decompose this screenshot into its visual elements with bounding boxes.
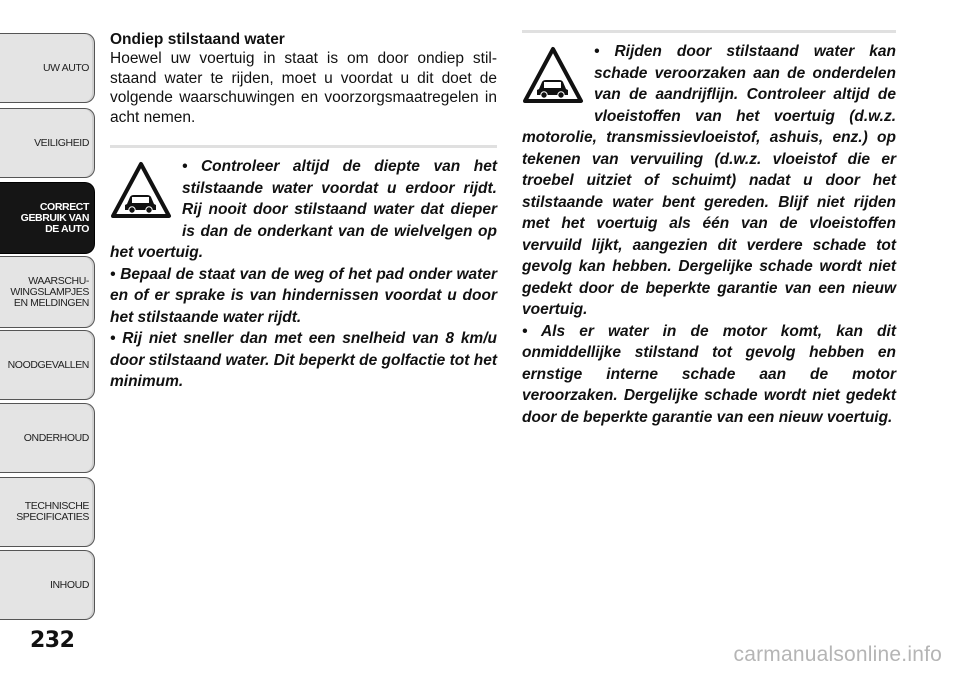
warning-item: • Rijden door stilstaand water kan schade veroorzaken aan de onderdelen van de aandrijflijn. Controleer altijd de vloeistoffen van het voertuig (d.w.z. motorolie, transmissievloeistof, ashuis, enz.) op tekenen van vervuiling (d.w.z. vloeistof die er troebel uitziet of schuimt) nadat u door het stilstaande water bent gereden. Blijf niet rijden met het voertuig als één van de vloeistoffen vervuild lijkt, aangezien dit verdere schade tot gevolg kan hebben. Dergelijke schade wordt niet gedekt door de beperkte garantie van een nieuw voertuig. [522,43,896,318]
right-column [522,30,896,428]
warning-box-right [522,30,896,428]
tab-noodgevallen[interactable]: NOODGEVALLEN [0,330,95,400]
tab-inhoud[interactable]: INHOUD [0,550,95,620]
warning-triangle-car-icon [110,160,172,220]
tab-onderhoud[interactable]: ONDERHOUD [0,403,95,473]
intro-paragraph: Hoewel uw voertuig in staat is om door ondiep stil-staand water te rijden, moet u voordat u dit doet de volgende waarschuwingen en voorzorgsmaatregelen in acht nemen. [110,50,497,126]
tab-waarschuwingslampjes[interactable]: WAARSCHU- WINGSLAMPJES EN MELDINGEN [0,256,95,328]
left-column [110,30,497,393]
tab-veiligheid[interactable]: VEILIGHEID [0,108,95,178]
warning-item: • Rij niet sneller dan met een snelheid van 8 km/u door stilstaand water. Dit beperkt de golfactie tot het minimum. [110,330,497,390]
page-number: 232 [30,628,75,653]
tab-correct-gebruik[interactable]: CORRECT GEBRUIK VAN DE AUTO [0,182,95,254]
tab-technische-specificaties[interactable]: TECHNISCHE SPECIFICATIES [0,477,95,547]
warning-triangle-car-icon [522,45,584,105]
warning-item: • Als er water in de motor komt, kan dit onmiddellijke stilstand tot gevolg hebben en ernstige interne schade aan de motor veroorzaken. Dergelijke schade wordt niet gedekt door de beperkte garantie van een nieuw voertuig. [522,322,896,426]
warning-box-left [110,145,497,393]
warning-item: • Bepaal de staat van de weg of het pad onder water en of er sprake is van hindernissen voordat u door het stilstaande water rijdt. [110,265,497,326]
tab-uw-auto[interactable]: UW AUTO [0,33,95,103]
warning-item: • Controleer altijd de diepte van het stilstaande water voordat u erdoor rijdt. Rij nooit door stilstaand water dat dieper is dan de onderkant van de wielvelgen op het voertuig. [110,158,497,261]
watermark: carmanualsonline.info [733,643,942,666]
section-heading: Ondiep stilstaand water [110,31,285,48]
chapter-tabs [0,0,100,630]
